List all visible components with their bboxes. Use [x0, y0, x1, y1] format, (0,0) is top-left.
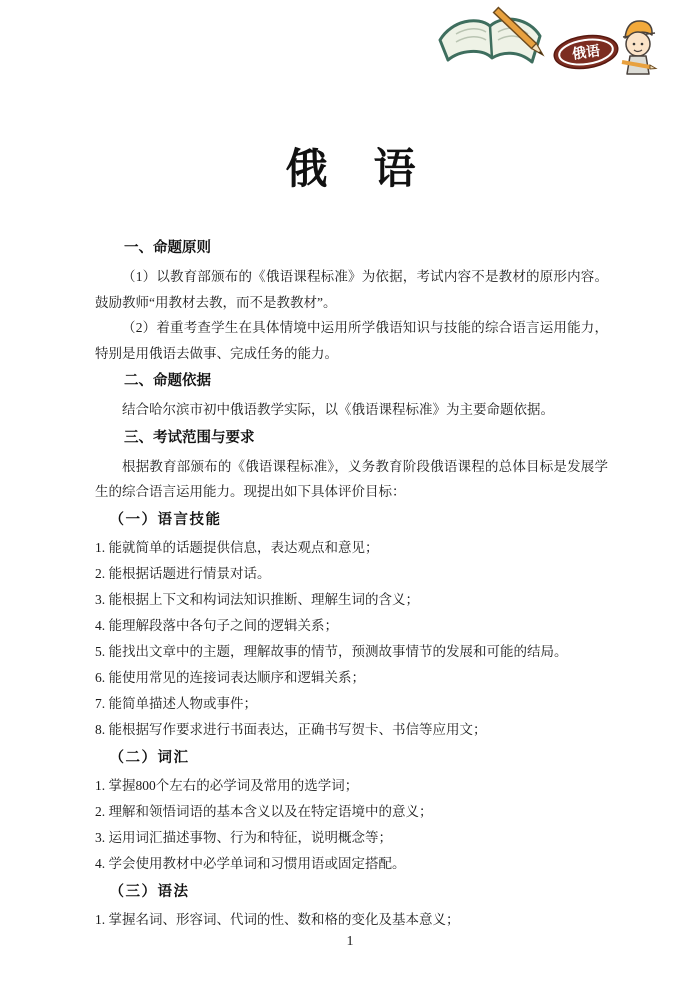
list-item: 4. 学会使用教材中必学单词和习惯用语或固定搭配。 — [95, 855, 406, 871]
paragraph: （1）以教育部颁布的《俄语课程标准》为依据，考试内容不是教材的原形内容。鼓励教师“用教材去教，而不是教教材”。 — [95, 269, 608, 310]
document-body — [95, 146, 608, 933]
mascot-icon — [622, 21, 656, 74]
list-item: 5. 能找出文章中的主题，理解故事的情节，预测故事情节的发展和可能的结局。 — [95, 643, 568, 659]
section-heading-2: 二、命题依据 — [124, 373, 211, 389]
paragraph: 结合哈尔滨市初中俄语教学实际，以《俄语课程标准》为主要命题依据。 — [122, 402, 554, 417]
paragraph: （2）着重考查学生在具体情境中运用所学俄语知识与技能的综合语言运用能力，特别是用俄语去做事、完成任务的能力。 — [95, 320, 608, 361]
header-illustration — [434, 4, 666, 80]
list-item: 6. 能使用常见的连接词表达顺序和逻辑关系； — [95, 669, 365, 685]
list-item: 4. 能理解段落中各句子之间的逻辑关系； — [95, 617, 338, 633]
list-item: 1. 能就简单的话题提供信息，表达观点和意见； — [95, 539, 379, 555]
paragraph: 根据教育部颁布的《俄语课程标准》，义务教育阶段俄语课程的总体目标是发展学生的综合语言运用能力。现提出如下具体评价目标： — [95, 458, 608, 499]
list-item: 1. 掌握名词、形容词、代词的性、数和格的变化及基本意义； — [95, 911, 460, 927]
list-item: 2. 能根据话题进行情景对话。 — [95, 565, 271, 581]
list-item: 1. 掌握800个左右的必学词及常用的选学词； — [95, 777, 359, 793]
list-item: 8. 能根据写作要求进行书面表达，正确书写贺卡、书信等应用文； — [95, 721, 487, 737]
page-title: 俄 语 — [285, 145, 418, 192]
list-item: 7. 能简单描述人物或事件； — [95, 695, 257, 711]
russian-badge — [552, 32, 620, 73]
sub-heading-skills: （一）语言技能 — [109, 511, 222, 528]
russian-badge-label: 俄语 — [571, 42, 601, 62]
list-item: 3. 运用词汇描述事物、行为和特征，说明概念等； — [95, 829, 392, 845]
section-heading-1: 一、命题原则 — [124, 240, 211, 256]
list-item: 3. 能根据上下文和构词法知识推断、理解生词的含义； — [95, 591, 419, 607]
header-illustration-svg — [434, 4, 666, 80]
page-number: 1 — [346, 934, 354, 949]
sub-heading-grammar: （三）语法 — [109, 883, 190, 900]
sub-heading-vocabulary: （二）词汇 — [109, 749, 190, 766]
list-item: 2. 理解和领悟词语的基本含义以及在特定语境中的意义； — [95, 803, 433, 819]
section-heading-3: 三、考试范围与要求 — [124, 429, 255, 446]
